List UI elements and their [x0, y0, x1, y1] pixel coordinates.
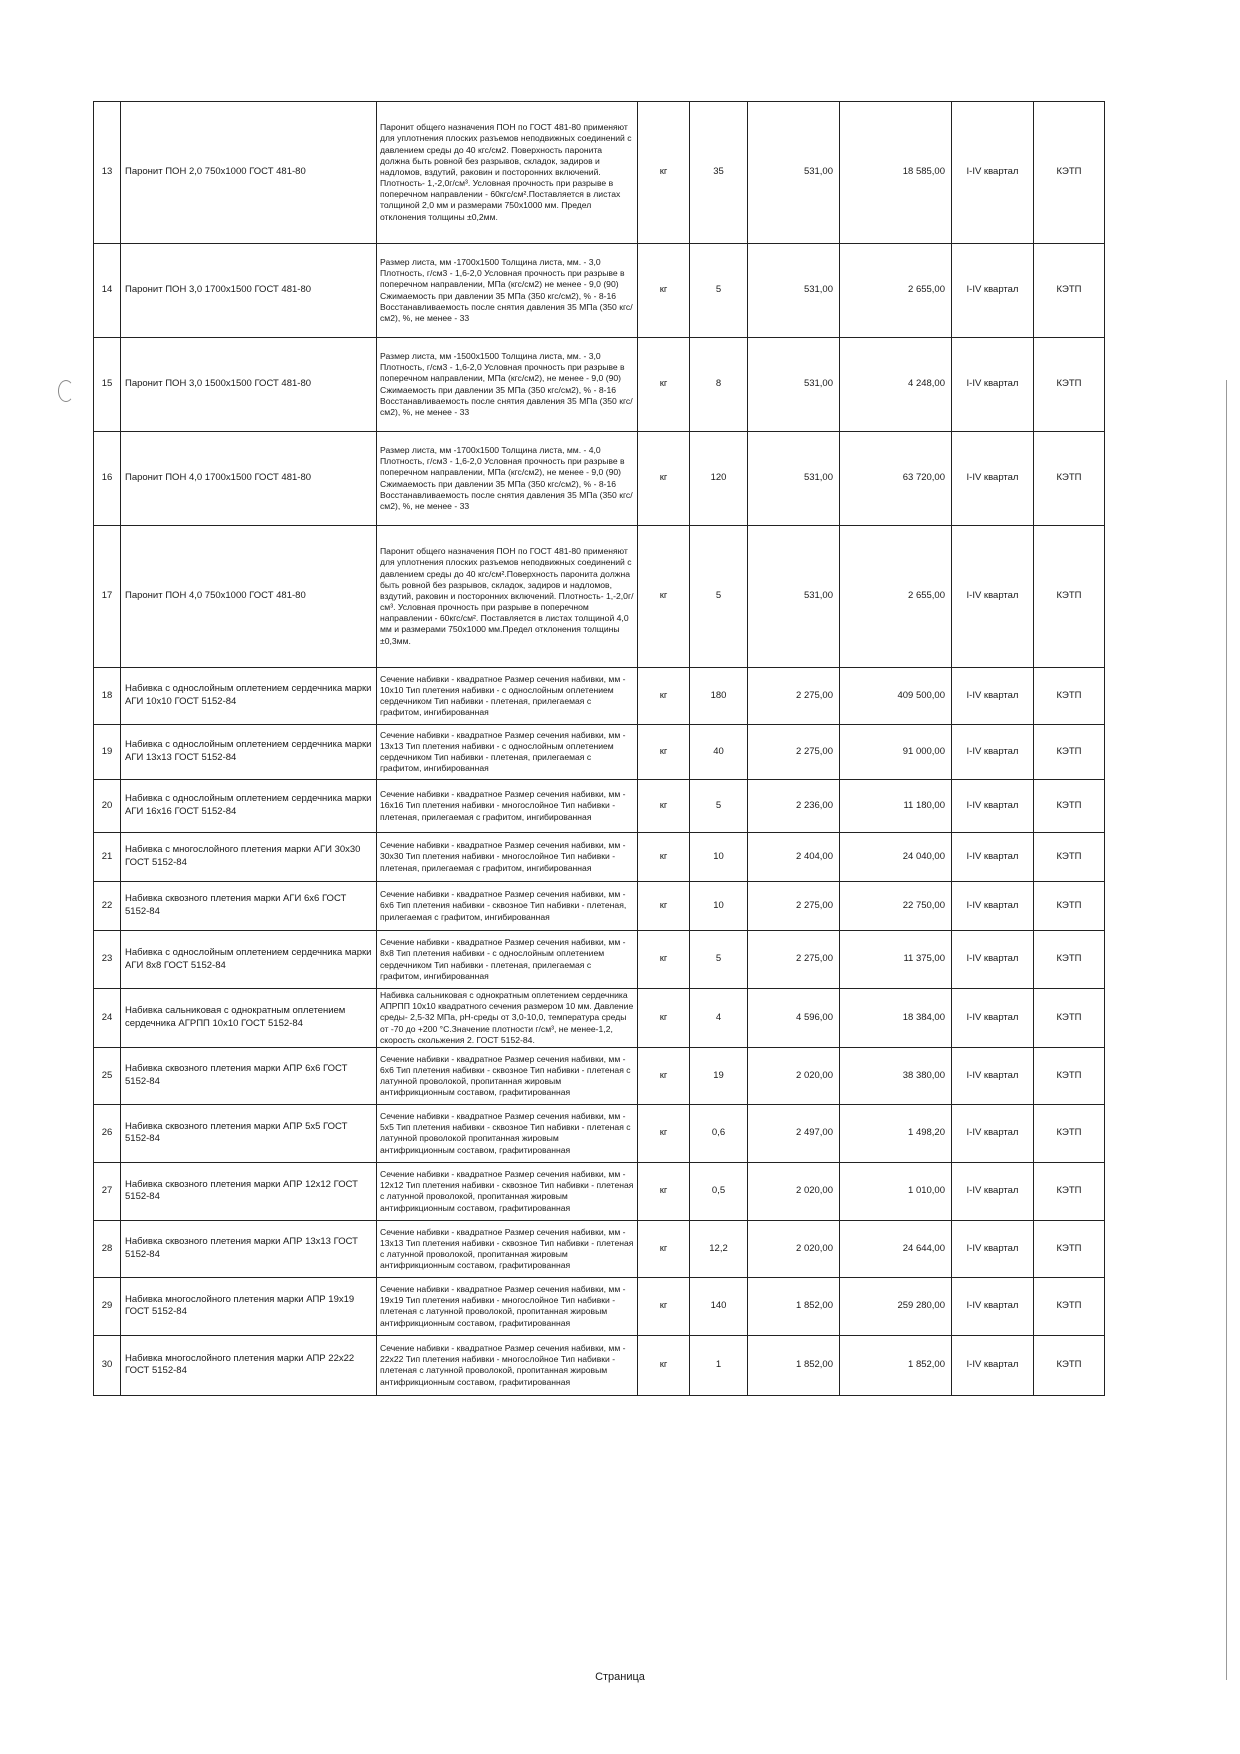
table-row — [94, 1047, 1105, 1104]
item-description-cell: Сечение набивки - квадратное Размер сечения набивки, мм - 13х13 Тип плетения набивки - сквозное Тип набивки - плетеная с латунной проволокой, пропитанная жировым антифрикционным составом, графитированная — [377, 1220, 638, 1277]
consignee-code-cell: КЭТП — [1034, 780, 1105, 833]
item-description-cell: Паронит общего назначения ПОН по ГОСТ 481-80 применяют для уплотнения плоских разъемов неподвижных соединений с давлением среды до 40 кгс/см2. Поверхность паронита должна быть ровной без разрывов, складок, задиров и надломов, вздутий, раковин и посторонних включений. Плотность- 1,-2,0г/см³. Условная прочность при разрыве в поперечном направлении - 60кгс/см².Поставляется в листах толщиной 2,0 мм и размерами 750х1000 мм. Предел отклонения толщины ±0,2мм. — [377, 102, 638, 244]
unit-price-cell: 2 020,00 — [748, 1220, 840, 1277]
total-amount-cell: 63 720,00 — [840, 432, 952, 526]
consignee-code-cell: КЭТП — [1034, 725, 1105, 780]
unit-price-cell: 531,00 — [748, 244, 840, 338]
row-number-cell: 28 — [94, 1220, 121, 1277]
delivery-period-cell: I-IV квартал — [952, 931, 1034, 989]
item-name-cell: Набивка сальниковая с однократным оплетением сердечника АГРПП 10х10 ГОСТ 5152-84 — [121, 989, 377, 1048]
table-row — [94, 102, 1105, 244]
delivery-period-cell: I-IV квартал — [952, 1047, 1034, 1104]
consignee-code-cell: КЭТП — [1034, 102, 1105, 244]
item-description-cell: Размер листа, мм -1700х1500 Толщина листа, мм. - 3,0 Плотность, г/см3 - 1,6-2,0 Условная прочность при разрыве в поперечном направлении, МПа (кгс/см2) не менее - 9,0 (90) Сжимаемость при давлении 35 МПа (350 кгс/см2), % - 8-16 Восстанавливаемость после снятия давления 35 МПа (350 кгс/см2), %, не менее - 33 — [377, 244, 638, 338]
delivery-period-cell: I-IV квартал — [952, 780, 1034, 833]
row-number-cell: 14 — [94, 244, 121, 338]
delivery-period-cell: I-IV квартал — [952, 526, 1034, 668]
unit-price-cell: 2 404,00 — [748, 833, 840, 882]
total-amount-cell: 1 010,00 — [840, 1162, 952, 1220]
row-number-cell: 15 — [94, 338, 121, 432]
table-row — [94, 244, 1105, 338]
consignee-code-cell: КЭТП — [1034, 989, 1105, 1048]
table-row — [94, 1104, 1105, 1162]
item-description-cell: Сечение набивки - квадратное Размер сечения набивки, мм - 19х19 Тип плетения набивки - многослойное Тип набивки - плетеная с латунной проволокой, пропитанная жировым антифрикционным составом, графитированная — [377, 1277, 638, 1335]
consignee-code-cell: КЭТП — [1034, 1162, 1105, 1220]
unit-of-measure-cell: кг — [638, 931, 690, 989]
unit-of-measure-cell: кг — [638, 1047, 690, 1104]
unit-price-cell: 531,00 — [748, 338, 840, 432]
row-number-cell: 25 — [94, 1047, 121, 1104]
item-description-cell: Размер листа, мм -1500х1500 Толщина листа, мм. - 3,0 Плотность, г/см3 - 1,6-2,0 Условная прочность при разрыве в поперечном направлении, МПа (кгс/см2), не менее - 9,0 (90) Сжимаемость при давлении 35 МПа (350 кгс/см2), % - 8-16 Восстанавливаемость после снятия давления 35 МПа (350 кгс/см2), %, не менее - 33 — [377, 338, 638, 432]
consignee-code-cell: КЭТП — [1034, 338, 1105, 432]
delivery-period-cell: I-IV квартал — [952, 1277, 1034, 1335]
consignee-code-cell: КЭТП — [1034, 668, 1105, 725]
table-row — [94, 432, 1105, 526]
consignee-code-cell: КЭТП — [1034, 526, 1105, 668]
row-number-cell: 20 — [94, 780, 121, 833]
quantity-cell: 5 — [690, 780, 748, 833]
table-row — [94, 931, 1105, 989]
table-row — [94, 668, 1105, 725]
unit-of-measure-cell: кг — [638, 1277, 690, 1335]
table-row — [94, 1277, 1105, 1335]
row-number-cell: 16 — [94, 432, 121, 526]
item-description-cell: Сечение набивки - квадратное Размер сечения набивки, мм - 13х13 Тип плетения набивки - с однослойным оплетением сердечником Тип набивки - плетеная, прилегаемая с графитом, ингибированная — [377, 725, 638, 780]
quantity-cell: 0,6 — [690, 1104, 748, 1162]
specification-table — [93, 101, 1105, 1396]
unit-of-measure-cell: кг — [638, 338, 690, 432]
item-description-cell: Сечение набивки - квадратное Размер сечения набивки, мм - 16х16 Тип плетения набивки - многослойное Тип набивки - плетеная, прилегаемая с графитом, ингибированная — [377, 780, 638, 833]
item-name-cell: Набивка многослойного плетения марки АПР 22х22 ГОСТ 5152-84 — [121, 1335, 377, 1395]
row-number-cell: 18 — [94, 668, 121, 725]
quantity-cell: 8 — [690, 338, 748, 432]
delivery-period-cell: I-IV квартал — [952, 833, 1034, 882]
item-name-cell: Набивка с однослойным оплетением сердечника марки АГИ 10х10 ГОСТ 5152-84 — [121, 668, 377, 725]
unit-of-measure-cell: кг — [638, 526, 690, 668]
table-row — [94, 1335, 1105, 1395]
consignee-code-cell: КЭТП — [1034, 244, 1105, 338]
item-description-cell: Размер листа, мм -1700х1500 Толщина листа, мм. - 4,0 Плотность, г/см3 - 1,6-2,0 Условная прочность при разрыве в поперечном направлении, МПа (кгс/см2), не менее - 9,0 (90) Сжимаемость при давлении 35 МПа (350 кгс/см2), % - 8-16 Восстанавливаемость после снятия давления 35 МПа (350 кгс/см2), %, не менее - 33 — [377, 432, 638, 526]
unit-of-measure-cell: кг — [638, 1335, 690, 1395]
consignee-code-cell: КЭТП — [1034, 1277, 1105, 1335]
unit-of-measure-cell: кг — [638, 1104, 690, 1162]
item-description-cell: Сечение набивки - квадратное Размер сечения набивки, мм - 6х6 Тип плетения набивки - сквозное Тип набивки - плетеная, прилегаемая с графитом, ингибированная — [377, 882, 638, 931]
unit-of-measure-cell: кг — [638, 780, 690, 833]
unit-of-measure-cell: кг — [638, 432, 690, 526]
row-number-cell: 17 — [94, 526, 121, 668]
table-row — [94, 833, 1105, 882]
unit-of-measure-cell: кг — [638, 833, 690, 882]
delivery-period-cell: I-IV квартал — [952, 882, 1034, 931]
delivery-period-cell: I-IV квартал — [952, 1104, 1034, 1162]
unit-price-cell: 2 020,00 — [748, 1047, 840, 1104]
quantity-cell: 35 — [690, 102, 748, 244]
consignee-code-cell: КЭТП — [1034, 833, 1105, 882]
delivery-period-cell: I-IV квартал — [952, 1220, 1034, 1277]
item-name-cell: Набивка сквозного плетения марки АПР 13х13 ГОСТ 5152-84 — [121, 1220, 377, 1277]
delivery-period-cell: I-IV квартал — [952, 102, 1034, 244]
quantity-cell: 10 — [690, 882, 748, 931]
item-description-cell: Набивка сальниковая с однократным оплетением сердечника АПРПП 10х10 квадратного сечения размером 10 мм. Давление среды- 2,5-32 МПа, рН-среды от 3,0-10,0, температура среды от -70 до +200 °С.Значение плотности г/см³, не менее-1,2, скорость скольжения 2. ГОСТ 5152-84. — [377, 989, 638, 1048]
quantity-cell: 0,5 — [690, 1162, 748, 1220]
consignee-code-cell: КЭТП — [1034, 1220, 1105, 1277]
row-number-cell: 13 — [94, 102, 121, 244]
unit-price-cell: 1 852,00 — [748, 1335, 840, 1395]
item-name-cell: Набивка с однослойным оплетением сердечника марки АГИ 13х13 ГОСТ 5152-84 — [121, 725, 377, 780]
total-amount-cell: 2 655,00 — [840, 526, 952, 668]
page-footer: Страница — [595, 1671, 645, 1683]
quantity-cell: 40 — [690, 725, 748, 780]
table-row — [94, 989, 1105, 1048]
delivery-period-cell: I-IV квартал — [952, 432, 1034, 526]
total-amount-cell: 11 375,00 — [840, 931, 952, 989]
consignee-code-cell: КЭТП — [1034, 931, 1105, 989]
unit-price-cell: 531,00 — [748, 526, 840, 668]
unit-price-cell: 531,00 — [748, 432, 840, 526]
row-number-cell: 29 — [94, 1277, 121, 1335]
unit-price-cell: 1 852,00 — [748, 1277, 840, 1335]
total-amount-cell: 11 180,00 — [840, 780, 952, 833]
quantity-cell: 120 — [690, 432, 748, 526]
item-name-cell: Паронит ПОН 2,0 750х1000 ГОСТ 481-80 — [121, 102, 377, 244]
total-amount-cell: 1 498,20 — [840, 1104, 952, 1162]
unit-of-measure-cell: кг — [638, 102, 690, 244]
item-description-cell: Сечение набивки - квадратное Размер сечения набивки, мм - 12х12 Тип плетения набивки - сквозное Тип набивки - плетеная с латунной проволокой, пропитанная жировым антифрикционным составом, графитированная — [377, 1162, 638, 1220]
delivery-period-cell: I-IV квартал — [952, 989, 1034, 1048]
unit-of-measure-cell: кг — [638, 882, 690, 931]
unit-price-cell: 4 596,00 — [748, 989, 840, 1048]
unit-of-measure-cell: кг — [638, 1162, 690, 1220]
delivery-period-cell: I-IV квартал — [952, 725, 1034, 780]
total-amount-cell: 24 644,00 — [840, 1220, 952, 1277]
unit-price-cell: 2 275,00 — [748, 725, 840, 780]
row-number-cell: 30 — [94, 1335, 121, 1395]
table-row — [94, 780, 1105, 833]
delivery-period-cell: I-IV квартал — [952, 1335, 1034, 1395]
quantity-cell: 19 — [690, 1047, 748, 1104]
unit-price-cell: 531,00 — [748, 102, 840, 244]
unit-price-cell: 2 275,00 — [748, 882, 840, 931]
row-number-cell: 22 — [94, 882, 121, 931]
quantity-cell: 4 — [690, 989, 748, 1048]
total-amount-cell: 18 585,00 — [840, 102, 952, 244]
total-amount-cell: 38 380,00 — [840, 1047, 952, 1104]
quantity-cell: 180 — [690, 668, 748, 725]
item-description-cell: Сечение набивки - квадратное Размер сечения набивки, мм - 6х6 Тип плетения набивки - сквозное Тип набивки - плетеная с латунной проволокой, пропитанная жировым антифрикционным составом, графитированная — [377, 1047, 638, 1104]
item-name-cell: Набивка с однослойным оплетением сердечника марки АГИ 8х8 ГОСТ 5152-84 — [121, 931, 377, 989]
row-number-cell: 21 — [94, 833, 121, 882]
quantity-cell: 12,2 — [690, 1220, 748, 1277]
consignee-code-cell: КЭТП — [1034, 432, 1105, 526]
total-amount-cell: 22 750,00 — [840, 882, 952, 931]
unit-price-cell: 2 275,00 — [748, 668, 840, 725]
row-number-cell: 23 — [94, 931, 121, 989]
item-name-cell: Паронит ПОН 4,0 750х1000 ГОСТ 481-80 — [121, 526, 377, 668]
unit-price-cell: 2 275,00 — [748, 931, 840, 989]
quantity-cell: 10 — [690, 833, 748, 882]
total-amount-cell: 259 280,00 — [840, 1277, 952, 1335]
item-name-cell: Набивка сквозного плетения марки АГИ 6х6 ГОСТ 5152-84 — [121, 882, 377, 931]
unit-of-measure-cell: кг — [638, 725, 690, 780]
item-description-cell: Сечение набивки - квадратное Размер сечения набивки, мм - 30х30 Тип плетения набивки - многослойное Тип набивки - плетеная, прилегаемая с графитом, ингибированная — [377, 833, 638, 882]
total-amount-cell: 18 384,00 — [840, 989, 952, 1048]
row-number-cell: 27 — [94, 1162, 121, 1220]
total-amount-cell: 2 655,00 — [840, 244, 952, 338]
item-description-cell: Сечение набивки - квадратное Размер сечения набивки, мм - 10х10 Тип плетения набивки - с однослойным оплетением сердечником Тип набивки - плетеная, прилегаемая с графитом, ингибированная — [377, 668, 638, 725]
total-amount-cell: 409 500,00 — [840, 668, 952, 725]
quantity-cell: 5 — [690, 526, 748, 668]
quantity-cell: 5 — [690, 244, 748, 338]
table-row — [94, 882, 1105, 931]
item-name-cell: Набивка сквозного плетения марки АПР 6х6 ГОСТ 5152-84 — [121, 1047, 377, 1104]
delivery-period-cell: I-IV квартал — [952, 338, 1034, 432]
scan-edge-line — [1226, 380, 1227, 1680]
quantity-cell: 140 — [690, 1277, 748, 1335]
total-amount-cell: 24 040,00 — [840, 833, 952, 882]
delivery-period-cell: I-IV квартал — [952, 1162, 1034, 1220]
unit-of-measure-cell: кг — [638, 668, 690, 725]
item-description-cell: Сечение набивки - квадратное Размер сечения набивки, мм - 5х5 Тип плетения набивки - сквозное Тип набивки - плетеная с латунной проволокой пропитанная жировым антифрикционным составом, графитированная — [377, 1104, 638, 1162]
item-description-cell: Паронит общего назначения ПОН по ГОСТ 481-80 применяют для уплотнения плоских разъемов неподвижных соединений с давлением среды до 40 кгс/см².Поверхность паронита должна быть ровной без разрывов, складок, задиров и надломов, вздутий, раковин и посторонних включений. Плотность- 1,-2,0г/см³. Условная прочность при разрыве в поперечном направлении - 60кгс/см². Поставляется в листах толщиной 4,0 мм и размерами 750х1000 мм.Предел отклонения толщины ±0,3мм. — [377, 526, 638, 668]
unit-price-cell: 2 236,00 — [748, 780, 840, 833]
delivery-period-cell: I-IV квартал — [952, 668, 1034, 725]
consignee-code-cell: КЭТП — [1034, 1335, 1105, 1395]
item-name-cell: Паронит ПОН 3,0 1500х1500 ГОСТ 481-80 — [121, 338, 377, 432]
item-name-cell: Набивка многослойного плетения марки АПР 19х19 ГОСТ 5152-84 — [121, 1277, 377, 1335]
quantity-cell: 5 — [690, 931, 748, 989]
item-name-cell: Паронит ПОН 4,0 1700х1500 ГОСТ 481-80 — [121, 432, 377, 526]
unit-of-measure-cell: кг — [638, 1220, 690, 1277]
total-amount-cell: 91 000,00 — [840, 725, 952, 780]
punch-hole-mark — [58, 380, 74, 402]
total-amount-cell: 4 248,00 — [840, 338, 952, 432]
item-name-cell: Набивка сквозного плетения марки АПР 5х5 ГОСТ 5152-84 — [121, 1104, 377, 1162]
row-number-cell: 26 — [94, 1104, 121, 1162]
consignee-code-cell: КЭТП — [1034, 882, 1105, 931]
consignee-code-cell: КЭТП — [1034, 1104, 1105, 1162]
item-name-cell: Паронит ПОН 3,0 1700х1500 ГОСТ 481-80 — [121, 244, 377, 338]
total-amount-cell: 1 852,00 — [840, 1335, 952, 1395]
table-row — [94, 338, 1105, 432]
row-number-cell: 24 — [94, 989, 121, 1048]
unit-of-measure-cell: кг — [638, 244, 690, 338]
item-description-cell: Сечение набивки - квадратное Размер сечения набивки, мм - 22х22 Тип плетения набивки - многослойное Тип набивки - плетеная с латунной проволокой, пропитанная жировым антифрикционным составом, графитированная — [377, 1335, 638, 1395]
item-name-cell: Набивка с многослойного плетения марки АГИ 30х30 ГОСТ 5152-84 — [121, 833, 377, 882]
row-number-cell: 19 — [94, 725, 121, 780]
table-row — [94, 526, 1105, 668]
table-row — [94, 725, 1105, 780]
unit-of-measure-cell: кг — [638, 989, 690, 1048]
delivery-period-cell: I-IV квартал — [952, 244, 1034, 338]
table-row — [94, 1162, 1105, 1220]
unit-price-cell: 2 497,00 — [748, 1104, 840, 1162]
item-name-cell: Набивка сквозного плетения марки АПР 12х12 ГОСТ 5152-84 — [121, 1162, 377, 1220]
quantity-cell: 1 — [690, 1335, 748, 1395]
item-name-cell: Набивка с однослойным оплетением сердечника марки АГИ 16х16 ГОСТ 5152-84 — [121, 780, 377, 833]
unit-price-cell: 2 020,00 — [748, 1162, 840, 1220]
item-description-cell: Сечение набивки - квадратное Размер сечения набивки, мм - 8х8 Тип плетения набивки - с однослойным оплетением сердечником Тип набивки - плетеная, прилегаемая с графитом, ингибированная — [377, 931, 638, 989]
consignee-code-cell: КЭТП — [1034, 1047, 1105, 1104]
table-row — [94, 1220, 1105, 1277]
